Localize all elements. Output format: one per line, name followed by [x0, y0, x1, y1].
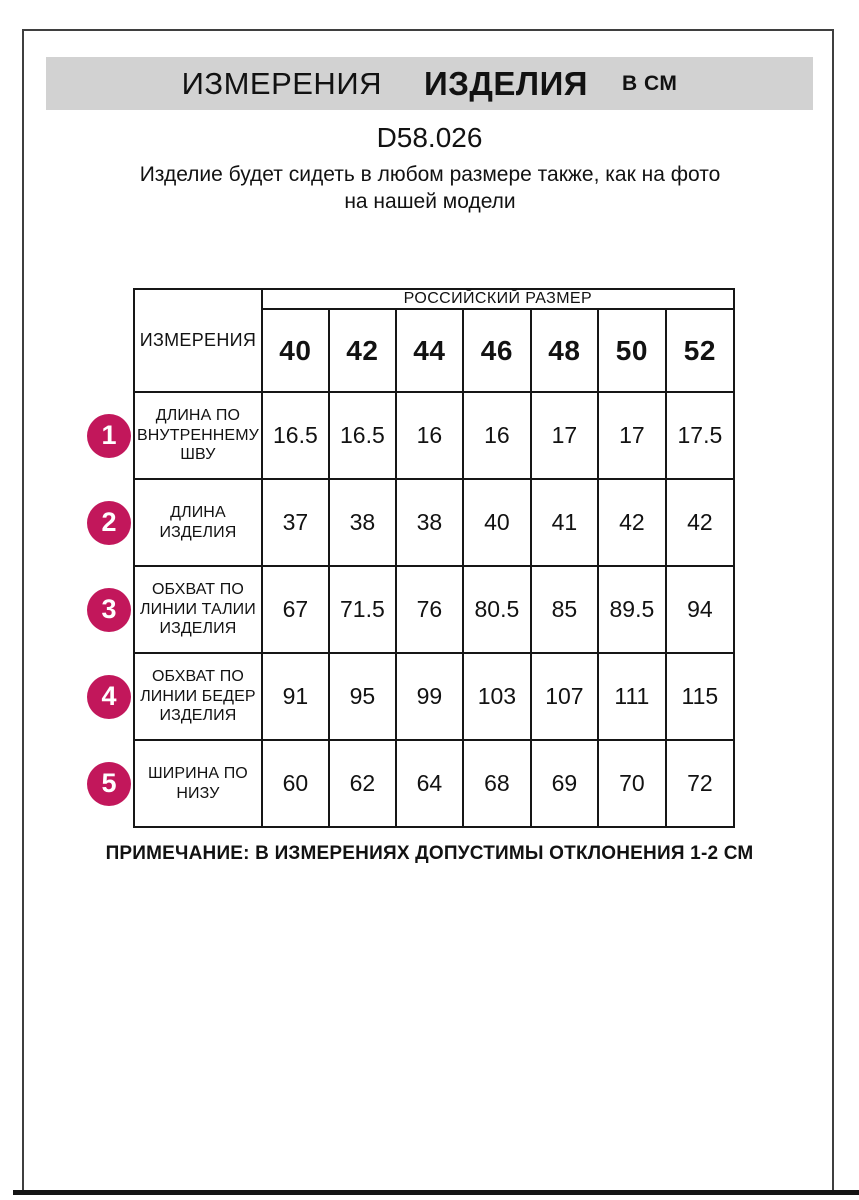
- measurement-value-size-44: 38: [396, 479, 463, 566]
- measurement-value-size-48: 69: [531, 740, 598, 827]
- measurement-label-text: ОБХВАТ ПО ЛИНИИ БЕДЕР ИЗДЕЛИЯ: [140, 668, 256, 725]
- measurement-value-size-40: 91: [262, 653, 329, 740]
- measurement-row-4: [134, 653, 734, 740]
- measurement-label: [101, 566, 262, 653]
- measurement-value-size-48: 85: [531, 566, 598, 653]
- measurement-label-text: ДЛИНА ИЗДЕЛИЯ: [159, 503, 237, 541]
- measurement-value-size-48: 107: [531, 653, 598, 740]
- measurement-value-size-50: 70: [598, 740, 666, 827]
- title-word-product: ИЗДЕЛИЯ: [424, 64, 589, 102]
- fit-note-text: Изделие будет сидеть в любом размере также, как на фото на нашей модели: [139, 163, 721, 213]
- size-header-46: 46: [463, 309, 531, 392]
- size-header-52: 52: [666, 309, 734, 392]
- measurement-label: [101, 479, 262, 566]
- size-header-42: 42: [329, 309, 396, 392]
- measurement-value-size-42: 62: [329, 740, 396, 827]
- measurement-value-size-40: 60: [262, 740, 329, 827]
- measurement-label: [101, 740, 262, 827]
- measurement-value-size-46: 68: [463, 740, 531, 827]
- measurement-value-size-40: 37: [262, 479, 329, 566]
- measurement-value-size-52: 42: [666, 479, 734, 566]
- measurement-label-text: ДЛИНА ПО ВНУТРЕННЕМУ ШВУ: [137, 407, 259, 464]
- measurement-value-size-52: 72: [666, 740, 734, 827]
- measurement-row-5: [134, 740, 734, 827]
- measurement-row-3: [134, 566, 734, 653]
- measurement-value-size-50: 111: [598, 653, 666, 740]
- measurement-value-size-42: 38: [329, 479, 396, 566]
- measurement-value-size-48: 41: [531, 479, 598, 566]
- measurement-value-size-42: 16.5: [329, 392, 396, 479]
- measurement-value-size-46: 16: [463, 392, 531, 479]
- title-units-cm: В СМ: [622, 71, 678, 95]
- measurement-label-text: ОБХВАТ ПО ЛИНИИ ТАЛИИ ИЗДЕЛИЯ: [140, 581, 256, 638]
- measurement-value-size-44: 16: [396, 392, 463, 479]
- size-header-50: 50: [598, 309, 666, 392]
- row-number-badge: 5: [87, 762, 131, 806]
- size-header-48: 48: [531, 309, 598, 392]
- measurement-label-text: ШИРИНА ПО НИЗУ: [148, 764, 248, 802]
- measurement-value-size-40: 67: [262, 566, 329, 653]
- measurement-value-size-50: 17: [598, 392, 666, 479]
- title-word-measurements: ИЗМЕРЕНИЯ: [181, 65, 382, 101]
- product-code: D58.026: [376, 122, 483, 153]
- measurement-row-2: [134, 479, 734, 566]
- measurement-value-size-40: 16.5: [262, 392, 329, 479]
- measurement-value-size-50: 42: [598, 479, 666, 566]
- measurement-value-size-46: 80.5: [463, 566, 531, 653]
- measurement-value-size-52: 94: [666, 566, 734, 653]
- measurement-value-size-52: 115: [666, 653, 734, 740]
- measurement-value-size-44: 99: [396, 653, 463, 740]
- size-header-40: 40: [262, 309, 329, 392]
- row-number-badge: 2: [87, 501, 131, 545]
- size-header-44: 44: [396, 309, 463, 392]
- measurement-value-size-48: 17: [531, 392, 598, 479]
- measurements-column-header: ИЗМЕРЕНИЯ: [134, 289, 262, 392]
- measurement-value-size-50: 89.5: [598, 566, 666, 653]
- row-number-badge: 1: [87, 414, 131, 458]
- title-bar: [46, 57, 813, 110]
- measurement-value-size-46: 40: [463, 479, 531, 566]
- measurement-value-size-52: 17.5: [666, 392, 734, 479]
- russian-size-header: РОССИЙСКИЙ РАЗМЕР: [262, 289, 734, 309]
- size-table: [101, 288, 735, 828]
- measurement-value-size-44: 76: [396, 566, 463, 653]
- measurement-label: [101, 392, 262, 479]
- row-number-badge: 3: [87, 588, 131, 632]
- measurement-row-1: [134, 392, 734, 479]
- measurement-value-size-46: 103: [463, 653, 531, 740]
- measurement-value-size-42: 71.5: [329, 566, 396, 653]
- measurement-value-size-42: 95: [329, 653, 396, 740]
- row-number-badge: 4: [87, 675, 131, 719]
- measurement-label: [101, 653, 262, 740]
- measurement-value-size-44: 64: [396, 740, 463, 827]
- tolerance-note: ПРИМЕЧАНИЕ: В ИЗМЕРЕНИЯХ ДОПУСТИМЫ ОТКЛОНЕНИЯ 1-2 СМ: [105, 843, 754, 864]
- page-bottom-rule: [13, 1190, 859, 1195]
- group-header-row: [134, 289, 734, 309]
